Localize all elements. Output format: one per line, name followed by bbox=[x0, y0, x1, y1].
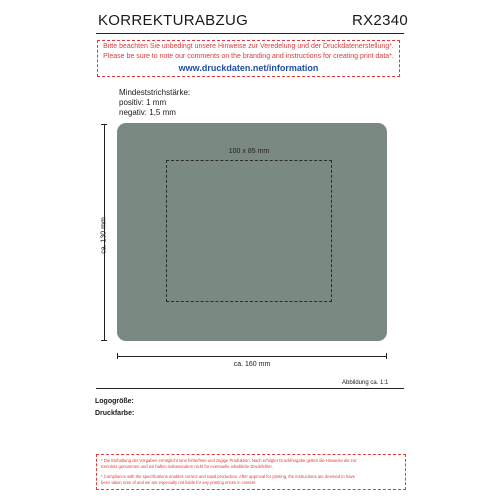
print-area-label: 100 x 85 mm bbox=[228, 148, 270, 155]
footer-english-line-1: * Compliance with the specifications enables correct and rapid production. After approval for printing, the instructions are deemed to have bbox=[101, 474, 355, 479]
footer-german-line-1: * Die Einhaltung der Vorgaben ermöglicht eine fehlerfreie und zügige Produktion. Nach erfolgter Druckfreigabe gelten die Hinweise als zur bbox=[101, 458, 357, 463]
height-dimension-label: ca. 130 mm bbox=[100, 217, 108, 254]
logo-size-label: Logogröße: bbox=[95, 398, 134, 405]
specs-positive: positiv: 1 mm bbox=[119, 98, 167, 107]
width-dimension-line bbox=[117, 356, 387, 357]
notice-german: Bitte beachten Sie unbedingt unsere Hinweise zur Veredelung und der Druckdatenerstellung*. bbox=[103, 43, 394, 50]
document-title: KORREKTURABZUG bbox=[98, 12, 249, 29]
width-dimension-tick-right bbox=[386, 353, 387, 359]
footer-english-line-2: been taken note of and we are especially not liable for any printing errors in content. bbox=[101, 480, 257, 485]
height-dimension-tick-bottom bbox=[101, 340, 107, 341]
notice-english: Please be sure to note our comments on the branding and instructions for creating print data*. bbox=[103, 53, 394, 60]
print-color-label: Druckfarbe: bbox=[95, 410, 135, 417]
height-dimension-tick-top bbox=[101, 124, 107, 125]
footer-german-line-2: Kenntnis genommen und wir haften insbesondere nicht für eventuelle inhaltliche Druckfehler. bbox=[101, 464, 273, 469]
specs-negative: negativ: 1,5 mm bbox=[119, 108, 176, 117]
width-dimension-label: ca. 160 mm bbox=[233, 361, 271, 368]
width-dimension-tick-left bbox=[117, 353, 118, 359]
specs-heading: Mindeststrichstärke: bbox=[119, 88, 191, 97]
scale-divider bbox=[96, 388, 404, 389]
line-weight-specs bbox=[119, 88, 190, 118]
info-link[interactable]: www.druckdaten.net/information bbox=[178, 63, 319, 73]
article-code: RX2340 bbox=[352, 12, 409, 29]
scale-label: Abbildung ca. 1:1 bbox=[342, 380, 389, 386]
header-divider bbox=[96, 33, 404, 34]
print-area bbox=[166, 160, 332, 302]
